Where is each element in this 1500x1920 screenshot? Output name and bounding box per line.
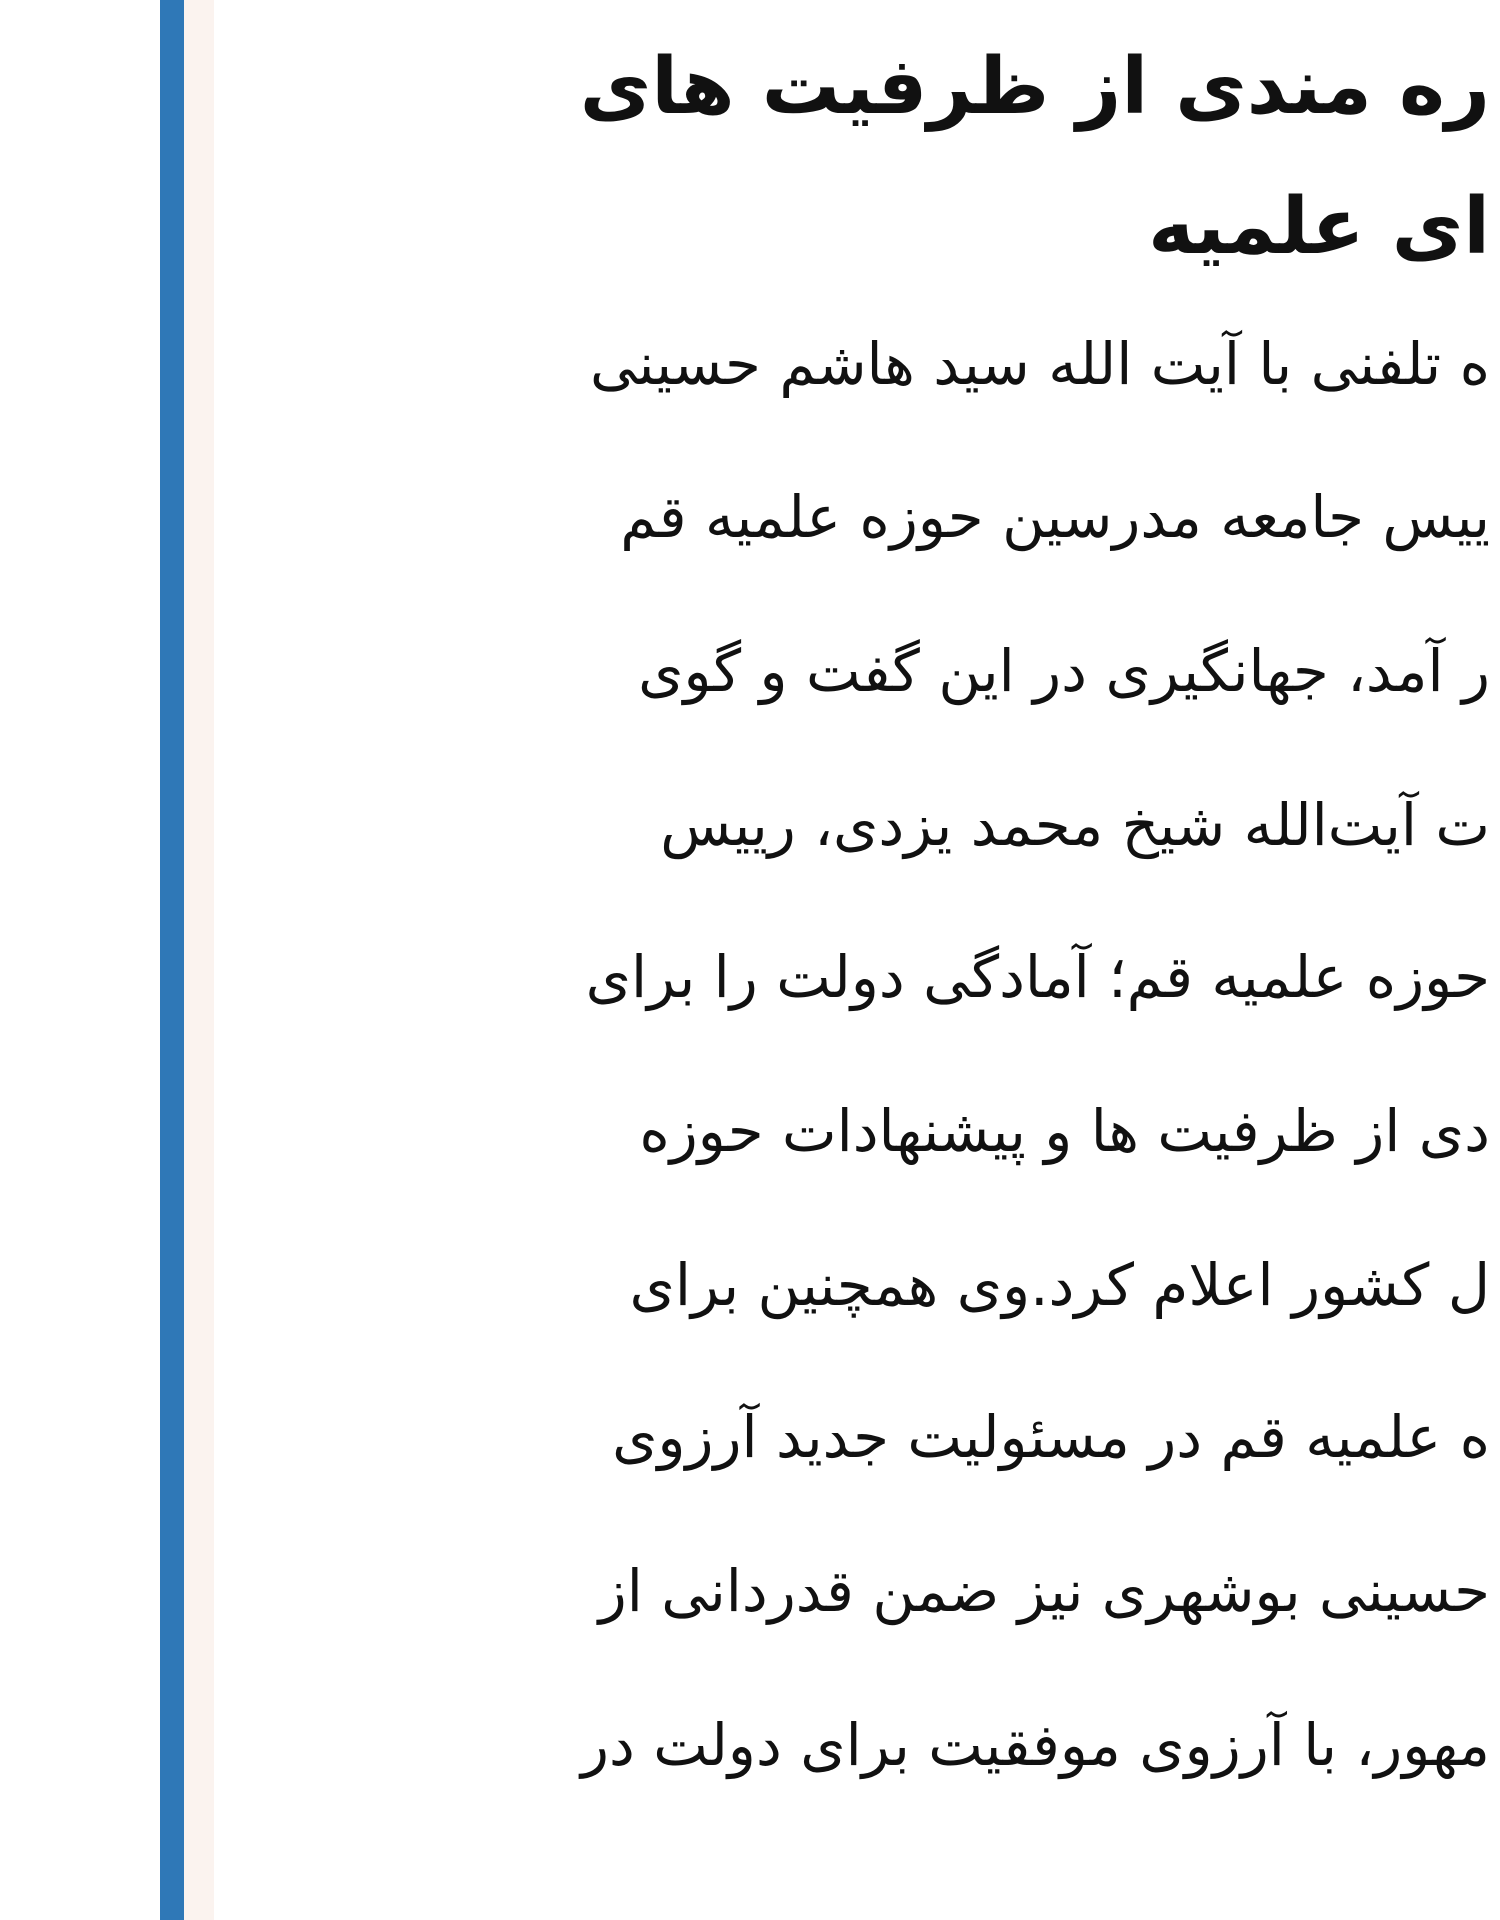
article — [240, 0, 1500, 1920]
body-line-8: ه علمیه قم در مسئولیت جدید آرزوی — [612, 1403, 1490, 1471]
headline-line-2: ای علمیه — [1148, 182, 1490, 272]
body-line-4: ت آیت‌الله شیخ محمد یزدی، رییس — [660, 791, 1490, 859]
margin-tint — [184, 0, 214, 1920]
headline-line-1: ره مندی از ظرفیت های — [579, 42, 1490, 132]
column-rule — [160, 0, 184, 1920]
body-line-10: مهور، با آرزوی موفقیت برای دولت در — [581, 1711, 1490, 1779]
body-line-1: ه تلفنی با آیت الله سید هاشم حسینی — [589, 330, 1490, 398]
body-line-9: حسینی بوشهری نیز ضمن قدردانی از — [598, 1557, 1490, 1625]
body-line-3: ر آمد، جهانگیری در این گفت و گوی — [638, 637, 1490, 705]
body-line-7: ل کشور اعلام کرد.وی همچنین برای — [629, 1251, 1490, 1319]
body-line-5: حوزه علمیه قم؛ آمادگی دولت را برای — [585, 943, 1490, 1011]
body-line-6: دی از ظرفیت ها و پیشنهادات حوزه — [639, 1097, 1490, 1165]
body-line-2: ییس جامعه مدرسین حوزه علمیه قم — [620, 483, 1490, 551]
